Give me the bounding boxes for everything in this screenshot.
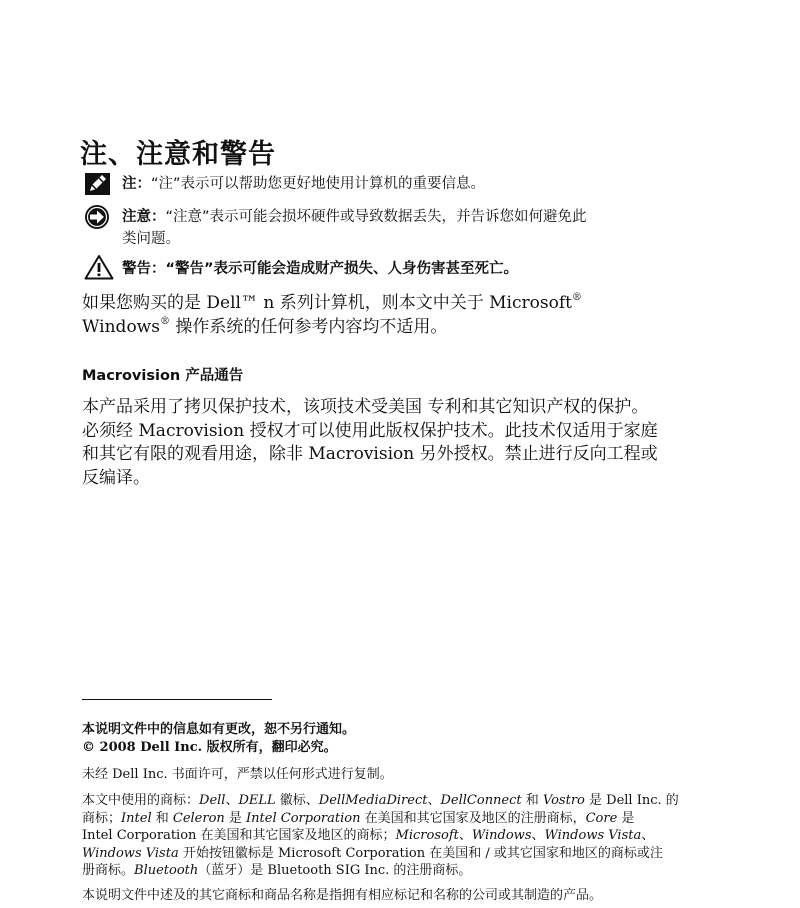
trademark-text: （蓝牙）是 Bluetooth SIG Inc. 的注册商标。 (198, 863, 472, 878)
n-series-line1: 如果您购买的是 Dell™ n 系列计算机，则本文中关于 Microsoft (82, 293, 572, 313)
caution-arrow-icon (84, 204, 110, 230)
caution-text-line1: “注意”表示可能会损坏硬件或导致数据丢失，并告诉您如何避免此 (165, 209, 587, 225)
trademark-text: 是 (224, 810, 247, 826)
macrovision-paragraph (82, 396, 722, 490)
macrovision-heading: Macrovision 产品通告 (82, 368, 244, 384)
caution-label: 注意： (122, 209, 166, 225)
trademark-text: 、 (531, 828, 545, 843)
warning-block (84, 254, 724, 280)
caution-text-line2: 类问题。 (122, 231, 180, 247)
copyright-line: © 2008 Dell Inc. 版权所有，翻印必究。 (82, 739, 337, 755)
trademark-text: 商标； (82, 810, 122, 826)
trademark-name: Celeron (172, 810, 225, 826)
trademark-name: Intel Corporation (246, 810, 361, 826)
n-series-windows: Windows (82, 316, 160, 337)
trademark-text: 徽标、 (275, 793, 319, 808)
note-block (84, 172, 724, 198)
warning-text: “警告”表示可能会造成财产损失、人身伤害甚至死亡。 (165, 261, 519, 277)
trademark-text: Intel Corporation 在美国和其它国家及地区的商标； (82, 828, 396, 843)
warning-triangle-icon (84, 254, 114, 280)
note-text: “注”表示可以帮助您更好地使用计算机的重要信息。 (151, 176, 486, 192)
trademark-text: 册商标。 (82, 863, 135, 878)
macrovision-line: 和其它有限的观看用途，除非 Macrovision 另外授权。禁止进行反向工程或 (82, 444, 658, 464)
trademark-text: 是 Dell Inc. 的 (584, 793, 679, 808)
trademark-text: 在美国和其它国家及地区的注册商标， (360, 810, 586, 826)
trademark-paragraph (82, 792, 722, 880)
trademark-text: 开始按钮徽标是 Microsoft Corporation 在美国和 / 或其它国家和地区的商标或注 (178, 845, 663, 861)
macrovision-line: 本产品采用了拷贝保护技术，该项技术受美国 专利和其它知识产权的保护。 (82, 397, 649, 417)
pencil-note-icon (84, 172, 111, 196)
other-trademarks-notice: 本说明文件中述及的其它商标和商品名称是指拥有相应标记和名称的公司或其制造的产品。 (82, 888, 603, 903)
change-notice-line: 本说明文件中的信息如有更改，恕不另行通知。 (82, 722, 356, 737)
footnote-divider (82, 699, 272, 700)
trademark-name: DellMediaDirect (318, 793, 428, 808)
trademark-name: Microsoft (395, 828, 459, 843)
change-notice (82, 721, 722, 756)
macrovision-line: 反编译。 (82, 467, 150, 488)
trademark-name: Dell (199, 793, 226, 808)
trademark-name: Intel (121, 810, 152, 826)
trademark-text: 、 (225, 793, 239, 808)
page-title: 注、注意和警告 (80, 139, 276, 170)
trademark-name: Windows Vista (544, 828, 642, 843)
registered-mark: ® (159, 315, 170, 327)
trademark-text: 是 (617, 810, 635, 826)
reproduction-notice: 未经 Dell Inc. 书面许可，严禁以任何形式进行复制。 (82, 767, 393, 782)
trademark-name: Windows (471, 828, 532, 843)
warning-label: 警告： (122, 261, 166, 277)
trademark-name: DELL (238, 793, 276, 808)
trademark-name: DellConnect (440, 793, 522, 808)
trademark-text: 、 (427, 793, 441, 808)
note-label: 注： (122, 176, 151, 192)
trademark-name: Core (585, 810, 618, 826)
trademark-text: 本文中使用的商标： (82, 793, 200, 808)
trademark-name: Windows Vista (82, 845, 179, 861)
trademark-text: 和 (151, 810, 173, 826)
n-series-paragraph (82, 292, 722, 339)
caution-block (84, 204, 724, 250)
trademark-name: Bluetooth (134, 863, 199, 878)
trademark-text: 、 (641, 828, 655, 843)
macrovision-line: 必须经 Macrovision 授权才可以使用此版权保护技术。此技术仅适用于家庭 (82, 420, 658, 441)
registered-mark: ® (571, 292, 582, 303)
trademark-text: 、 (458, 828, 472, 843)
trademark-name: Vostro (542, 793, 585, 808)
n-series-line2: 操作系统的任何参考内容均不适用。 (169, 316, 448, 337)
trademark-text: 和 (521, 793, 543, 808)
